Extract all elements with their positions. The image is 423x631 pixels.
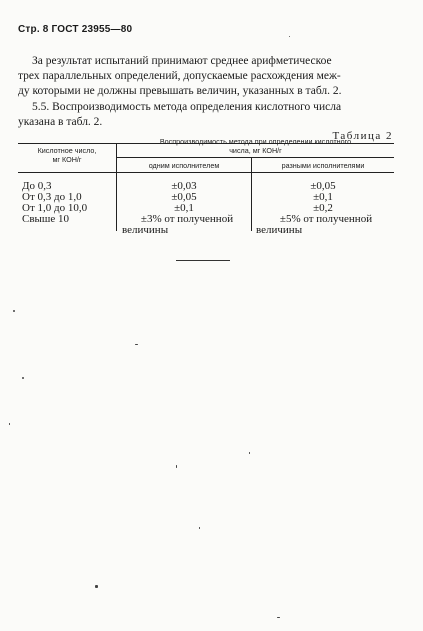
table-cell-range: До 0,3 (22, 180, 52, 192)
table-cell-many: ±0,05 (310, 180, 336, 192)
group-header-line: Воспроизводимость метода при определении кислотного (159, 137, 352, 146)
group-header-reproducibility (117, 137, 394, 155)
table-cell-one: ±0,1 (174, 202, 194, 214)
scan-speck (289, 36, 290, 37)
scan-speck (13, 310, 15, 312)
paragraph-line: ду которыми не должны превышать величин, указанных в табл. 2. (18, 85, 342, 97)
scan-speck (22, 377, 24, 379)
scan-speck (95, 585, 98, 588)
paragraph-reproducibility (18, 100, 394, 130)
table-cell-one: ±3% от полученной (140, 213, 234, 225)
paragraph-line: За результат испытаний принимают среднее арифметическое (32, 55, 332, 67)
paragraph-result (18, 54, 394, 99)
paragraph-line: трех параллельных определений, допускаемые расхождения меж- (18, 70, 341, 82)
col-header-line: Кислотное число, (37, 146, 97, 155)
paragraph-line: указана в табл. 2. (18, 116, 103, 128)
sub-header-one-operator: одним исполнителем (148, 161, 220, 170)
table-cell-many: ±5% от полученной (279, 213, 373, 225)
group-header-line: числа, мг КОН/г (229, 146, 282, 155)
page-header: Стр. 8 ГОСТ 23955—80 (18, 24, 133, 35)
table-group-rule (116, 157, 394, 158)
scan-speck (199, 527, 200, 529)
col-header-acid-number (18, 146, 116, 164)
table-cell-many-cont: величины (256, 224, 303, 236)
table-cell-one: ±0,05 (171, 191, 197, 203)
scan-speck (249, 452, 250, 454)
table-caption: Таблица 2 (332, 130, 393, 142)
sub-header-many-operators: разными исполнителями (281, 161, 365, 170)
paragraph-line: 5.5. Воспроизводимость метода определения кислотного числа (32, 101, 342, 113)
table-cell-many: ±0,1 (313, 191, 333, 203)
scan-speck (9, 423, 10, 425)
scan-speck (135, 344, 138, 345)
table-header-rule (18, 172, 394, 173)
scan-speck (277, 617, 280, 618)
table-cell-many: ±0,2 (313, 202, 333, 214)
table-cell-range: От 1,0 до 10,0 (22, 202, 88, 214)
table-cell-one-cont: величины (122, 224, 169, 236)
col-header-line: мг КОН/г (52, 155, 82, 164)
table-cell-one: ±0,03 (171, 180, 197, 192)
scan-speck (176, 465, 177, 468)
end-rule (176, 260, 230, 261)
table-cell-range: От 0,3 до 1,0 (22, 191, 82, 203)
table-cell-range: Свыше 10 (22, 213, 70, 225)
